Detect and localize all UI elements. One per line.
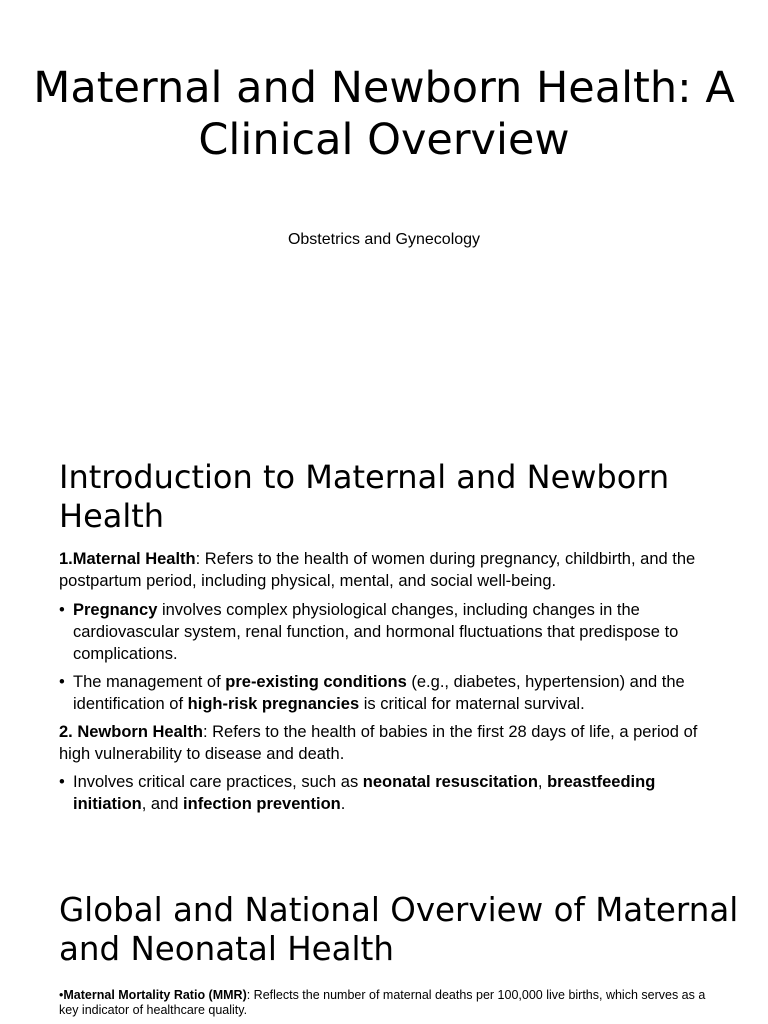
slide-title: Maternal and Newborn Health: A Clinical Overview — [33, 63, 735, 165]
care-practices-bullet — [59, 771, 729, 815]
pregnancy-term: Pregnancy — [73, 601, 158, 619]
breastfeeding-initiation-term: breastfeeding initiation — [73, 773, 656, 813]
mmr-term: Maternal Mortality Ratio (MMR) — [63, 988, 247, 1002]
newborn-health-term: 2. Newborn Health — [59, 723, 203, 741]
conditions-bullet — [59, 671, 729, 715]
conditions-text-1: The management of — [73, 673, 226, 691]
mmr-paragraph — [59, 988, 719, 1018]
infection-prevention-term: infection prevention — [183, 795, 341, 813]
slide-subtitle: Obstetrics and Gynecology — [287, 231, 481, 248]
care-text-2: , — [537, 773, 548, 791]
maternal-health-paragraph — [59, 548, 729, 592]
maternal-health-text: : Refers to the health of women during pregnancy, childbirth, and the postpartum period, including physical, mental, and social well-being. — [59, 550, 696, 590]
global-body — [59, 988, 719, 1018]
conditions-text-2: (e.g., diabetes, hypertension) and the identification of — [73, 673, 685, 713]
pregnancy-text: involves complex physiological changes, including changes in the cardiovascular system, renal function, and hormonal fluctuations that predispose to complications. — [73, 601, 679, 663]
newborn-health-text: : Refers to the health of babies in the first 28 days of life, a period of high vulnerability to disease and death. — [59, 723, 698, 763]
intro-body — [59, 548, 729, 815]
care-text-4: . — [340, 795, 346, 813]
conditions-text-3: is critical for maternal survival. — [359, 695, 585, 713]
pre-existing-conditions-term: pre-existing conditions — [225, 673, 407, 691]
mmr-bullet: • — [59, 988, 64, 1002]
newborn-health-paragraph — [59, 721, 729, 765]
care-text-3: , and — [141, 795, 184, 813]
maternal-health-term: 1.Maternal Health — [59, 550, 196, 568]
neonatal-resuscitation-term: neonatal resuscitation — [362, 773, 538, 791]
global-heading: Global and National Overview of Maternal and Neonatal Health — [59, 891, 739, 968]
mmr-text: : Reflects the number of maternal deaths per 100,000 live births, which serves as a key indicator of healthcare quality. — [59, 988, 706, 1017]
high-risk-pregnancies-term: high-risk pregnancies — [187, 695, 360, 713]
care-text-1: Involves critical care practices, such as — [73, 773, 363, 791]
intro-heading: Introduction to Maternal and Newborn Health — [59, 458, 670, 535]
pregnancy-bullet — [59, 599, 729, 665]
